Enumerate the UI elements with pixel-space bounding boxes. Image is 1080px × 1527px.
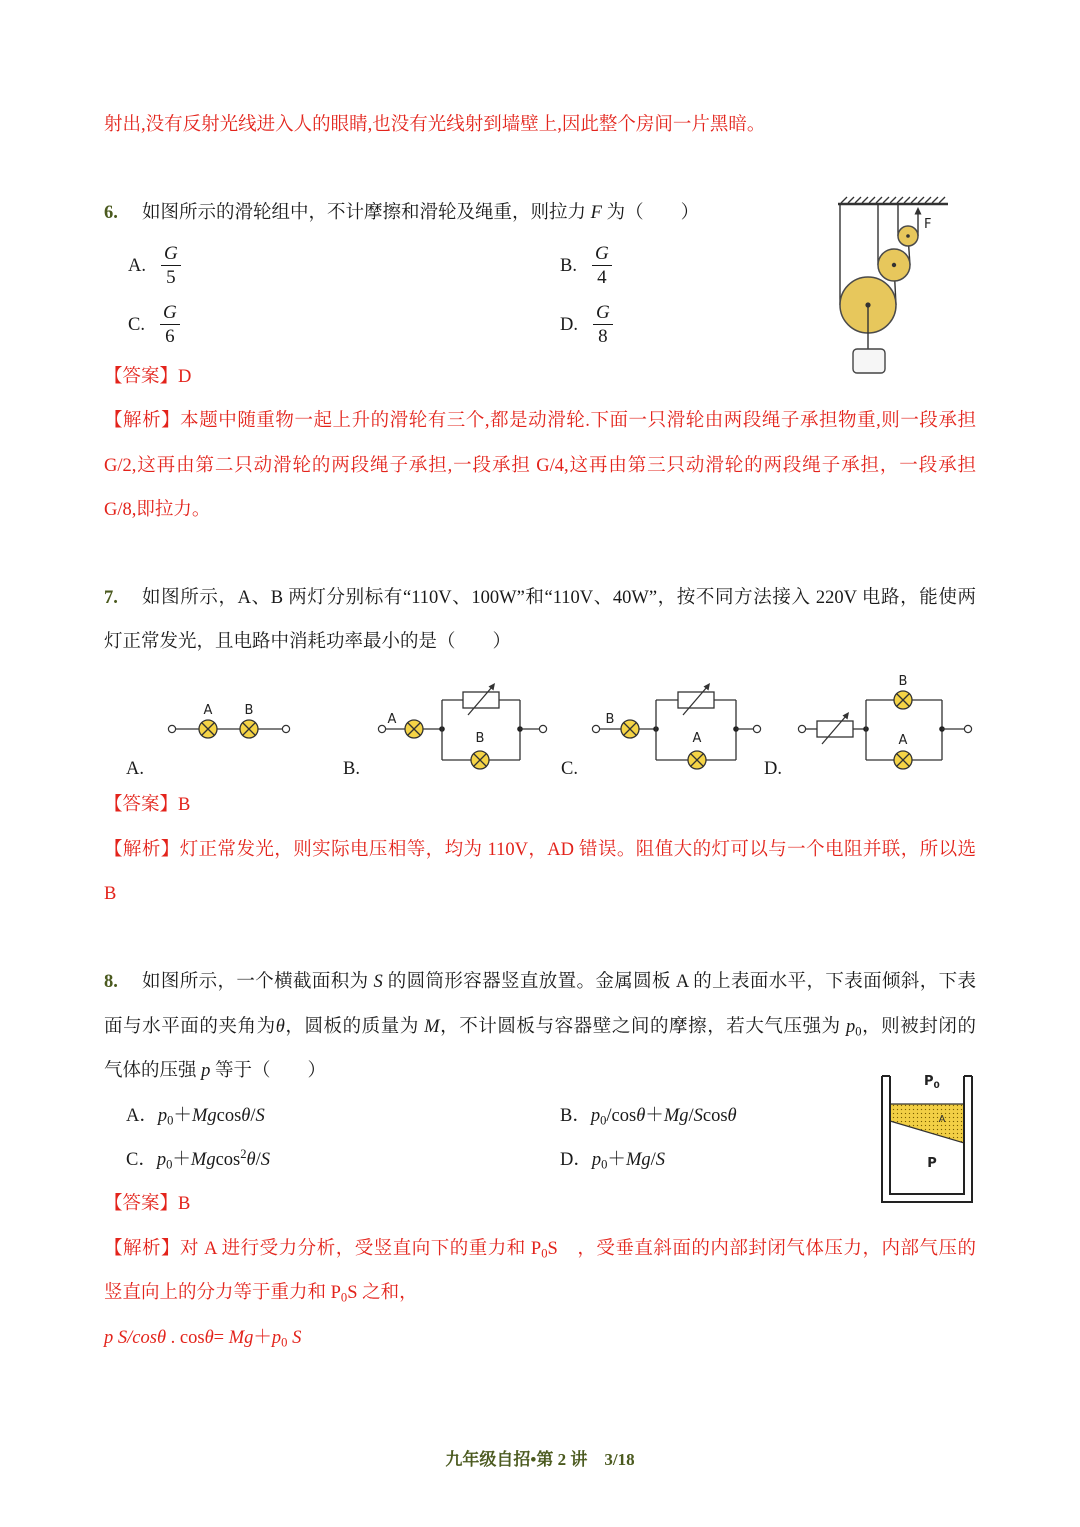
text-run: 等于（ ） [210,1061,327,1081]
text-run: / [688,1106,694,1126]
subscript: 0 [601,1157,608,1172]
option-label: C. [561,759,578,779]
italic-variable: θ [246,1150,256,1170]
hatch-mark [925,197,931,203]
text-run: 竖直向上的分力等于重力和 P [104,1283,341,1303]
text-run: ，圆板的质量为 [284,1017,425,1037]
text-run: / [255,1150,261,1170]
terminal [378,725,385,732]
italic-variable: F [590,203,602,223]
text-run: ＋ [645,1106,664,1126]
option-label: A. [128,255,146,276]
lamp-label: A [203,703,213,718]
italic-variable: p [157,1106,168,1126]
italic-variable: p [590,1106,601,1126]
answer: 【答案】B [104,1194,191,1214]
numerator: G [592,242,612,266]
terminal [798,725,805,732]
analysis-line: 【解析】本题中随重物一起上升的滑轮有三个,都是动滑轮.下面一只滑轮由两段绳子承担物重,则一段承担 [104,411,976,431]
lamp-icon [405,720,423,738]
option-label: C. [128,314,145,335]
text-run: 【解析】对 A 进行受力分析，受竖直向下的重力和 P [104,1239,542,1259]
lamp-label: A [692,731,702,746]
circuit-b [378,683,546,769]
page-footer: 九年级自招•第 2 讲 3/18 [445,1450,635,1469]
italic-variable: Mg [190,1150,216,1170]
option-d [560,299,613,351]
hatch-mark [932,197,938,203]
italic-variable: S [287,1328,302,1348]
option-a [126,1103,265,1129]
italic-variable: θ [204,1328,214,1348]
force-arrow-icon [915,207,922,215]
analysis-line: B [104,884,117,904]
answer: 【答案】D [104,367,192,387]
italic-variable: Mg [625,1150,651,1170]
option-expression [158,1106,265,1126]
hatch-mark [841,197,847,203]
superscript: 2 [240,1147,247,1162]
text-run: ＋ [253,1328,272,1348]
text-run: / [250,1106,256,1126]
lamp-label: B [898,674,908,689]
text-run: = [213,1328,229,1348]
terminal [168,725,175,732]
subscript: 0 [166,1157,173,1172]
atmospheric-pressure-label [924,1074,940,1091]
previous-analysis-tail: 射出,没有反射光线进入人的眼睛,也没有光线射到墙壁上,因此整个房间一片黑暗。 [104,115,766,135]
italic-variable: Mg [228,1328,254,1348]
numerator: G [593,301,613,325]
lamp-label: A [387,712,397,727]
hatch-mark [848,197,854,203]
option-label: B. [343,759,360,779]
italic-variable: θ [727,1106,737,1126]
subscript: 0 [855,1024,862,1039]
italic-variable: θ [241,1106,251,1126]
option-b [560,240,612,292]
terminal [592,725,599,732]
text-run: ＋ [607,1150,626,1170]
italic-variable: p [591,1150,602,1170]
subscript: 0 [600,1113,607,1128]
italic-variable: S [255,1106,265,1126]
option-expression [156,1147,271,1172]
circuit-c [592,683,760,769]
option-a [128,240,181,292]
italic-variable: S [373,972,383,992]
lamp-icon [471,751,489,769]
text-run: ，不计圆板与容器壁之间的摩擦，若大气压强为 [439,1017,846,1037]
text-run: cos [216,1106,242,1126]
hatch-mark [904,197,910,203]
numerator: G [161,242,181,266]
analysis-line [104,1236,976,1262]
question-stem-line [104,1058,326,1084]
metal-plate [890,1104,964,1143]
lamp-label: B [244,703,254,718]
analysis-line [104,1280,418,1306]
option-label: C． [126,1150,157,1170]
option-label: B. [560,255,577,276]
question-number: 6. [104,203,118,223]
text-run: 气体的压强 [104,1061,202,1081]
italic-variable: θ [156,1328,167,1348]
question-stem-line: 如图所示，A、B 两灯分别标有“110V、100W”和“110V、40W”，按不同方法接入 220V 电路，能使两 [142,588,976,608]
lamp-icon [240,720,258,738]
analysis-line: 【解析】灯正常发光，则实际电压相等，均为 110V，AD 错误。阻值大的灯可以与一个电阻并联，所以选 [104,840,976,860]
subscript: 0 [281,1335,288,1350]
analysis-formula [104,1325,301,1351]
subscript: 0 [340,1290,348,1305]
text-run: 如图所示，一个横截面积为 [142,972,374,992]
lamp-label: B [475,731,485,746]
hatch-mark [876,197,882,203]
pulley-axle [906,234,910,238]
question-stem-line: 灯正常发光，且电路中消耗功率最小的是（ ） [104,632,512,652]
text-run: . cos [166,1328,205,1348]
option-label: D. [560,314,578,335]
hatch-mark [939,197,945,203]
fraction [161,242,181,290]
option-expression [592,1150,665,1170]
plate-label: A [938,1114,946,1125]
denominator: 4 [597,267,607,288]
weight-block [853,349,885,373]
text-run: S ，受垂直斜面的内部封闭气体压力，内部气压的 [547,1239,976,1259]
ceiling [838,197,948,204]
pulley-axle [892,263,896,267]
italic-variable: S [260,1150,271,1170]
text-run: ＋ [173,1106,192,1126]
numerator: G [160,301,180,325]
option-label: B． [560,1106,591,1126]
option-c [128,299,180,351]
lamp-icon [688,751,706,769]
pressure-subscript: 0 [933,1081,940,1091]
text-run: ＋ [172,1150,191,1170]
lamp-icon [199,720,217,738]
italic-variable: p [845,1017,856,1037]
fraction [160,301,180,349]
text-run: /cos [606,1106,637,1126]
text-run: ，则被封闭的 [861,1017,976,1037]
lamp-label: B [605,712,615,727]
option-b [560,1103,737,1129]
hatch-mark [890,197,896,203]
denominator: 5 [166,267,176,288]
question-number: 8. [104,972,118,992]
question-stem-line [142,969,976,995]
italic-variable: p [201,1061,211,1081]
circuit-a [168,703,289,738]
hatch-mark [855,197,861,203]
italic-variable: p [271,1328,282,1348]
hatch-mark [862,197,868,203]
italic-variable: M [424,1017,440,1037]
denominator: 8 [598,326,608,347]
fraction [592,242,612,290]
hatch-mark [883,197,889,203]
denominator: 6 [165,326,175,347]
terminal [539,725,546,732]
lamp-icon [894,751,912,769]
hatch-mark [911,197,917,203]
analysis-line: G/8,即拉力。 [104,500,211,520]
force-label: F [924,217,932,232]
italic-variable: Mg [191,1106,217,1126]
terminal [282,725,289,732]
question-stem-line [104,1014,976,1040]
text-run: S 之和， [347,1283,418,1303]
circuit-d [798,674,971,769]
italic-variable: p [156,1150,167,1170]
pressure-symbol: P [924,1074,934,1089]
question-number: 7. [104,588,118,608]
lamp-icon [621,720,639,738]
hatch-mark [918,197,924,203]
pulley-system-figure [830,190,960,380]
lamp-icon [894,691,912,709]
option-d [560,1147,665,1173]
lamp-label: A [898,733,908,748]
italic-variable: p S/cos [104,1328,157,1348]
text-run: 为（ ） [601,203,700,223]
option-label: A. [126,759,144,779]
italic-variable: θ [636,1106,646,1126]
hatch-mark [869,197,875,203]
text-run: cos [702,1106,728,1126]
option-expression [591,1106,737,1126]
terminal [964,725,971,732]
terminal [753,725,760,732]
text-run: cos [215,1150,241,1170]
option-label: A． [126,1106,158,1126]
text-run: 的圆筒形容器竖直放置。金属圆板 A 的上表面水平，下表面倾斜，下表 [382,972,976,992]
answer: 【答案】B [104,795,191,815]
option-label: D. [764,759,782,779]
option-label: D． [560,1150,592,1170]
subscript: 0 [167,1113,174,1128]
fraction [593,301,613,349]
option-c [126,1147,270,1173]
italic-variable: S [693,1106,703,1126]
text-run: 面与水平面的夹角为 [104,1017,276,1037]
analysis-line: G/2,这再由第二只动滑轮的两段绳子承担,一段承担 G/4,这再由第三只动滑轮的两段绳子承担，一段承担 [104,456,976,476]
italic-variable: S [655,1150,665,1170]
cylinder-container-figure [875,1065,980,1210]
question-stem [142,200,699,226]
italic-variable: θ [275,1017,285,1037]
italic-variable: Mg [663,1106,689,1126]
text-run: 如图所示的滑轮组中，不计摩擦和滑轮及绳重，则拉力 [142,203,591,223]
gas-pressure-label: P [927,1156,937,1171]
subscript: 0 [541,1246,548,1261]
hatch-mark [897,197,903,203]
text-run: / [650,1150,656,1170]
